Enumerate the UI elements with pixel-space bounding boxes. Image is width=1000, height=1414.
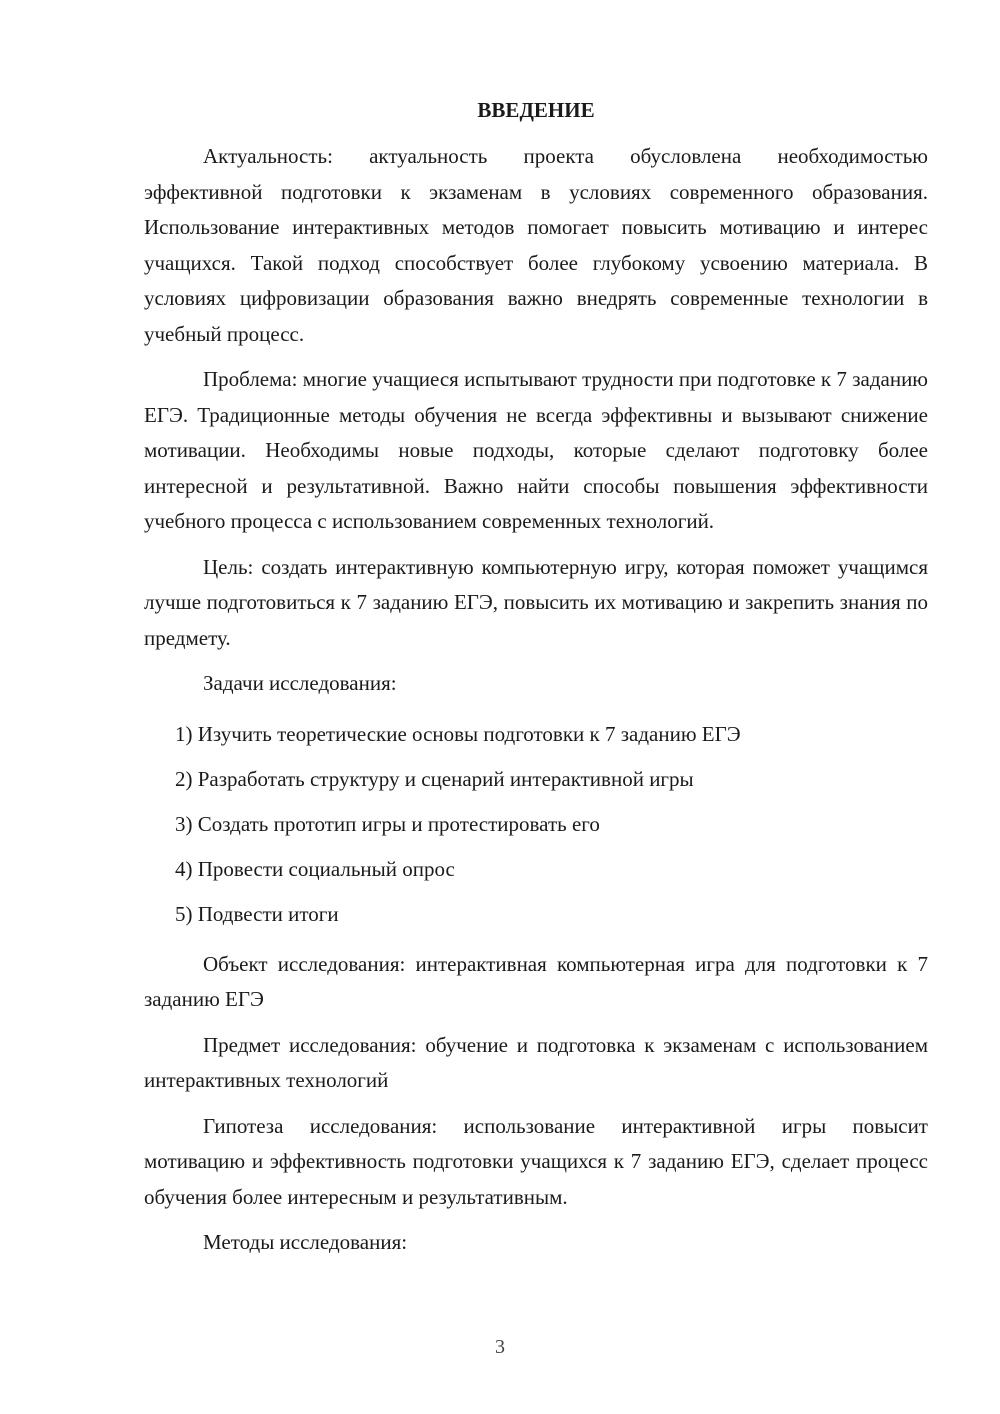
section-heading: ВВЕДЕНИЕ — [477, 98, 595, 122]
paragraph-problem: Проблема: многие учащиеся испытывают трудности при подготовке к 7 заданию ЕГЭ. Традиционные методы обучения не всегда эффективны и вызывают снижение мотивации. Необходимы новые подходы, которые сделают подготовку более интересной и результативной. Важно найти способы повышения эффективности учебного процесса с использованием современных технологий. — [144, 367, 928, 533]
paragraph-goal: Цель: создать интерактивную компьютерную игру, которая поможет учащимся лучше подготовиться к 7 заданию ЕГЭ, повысить их мотивацию и закрепить знания по предмету. — [144, 554, 928, 650]
list-item: 2) Разработать структуру и сценарий интерактивной игры — [175, 766, 694, 791]
list-item: 5) Подвести итоги — [175, 901, 339, 926]
list-item: 4) Провести социальный опрос — [175, 856, 455, 881]
list-item: 1) Изучить теоретические основы подготовки к 7 заданию ЕГЭ — [175, 721, 741, 746]
paragraph-hypothesis: Гипотеза исследования: использование интерактивной игры повысит мотивацию и эффективность подготовки учащихся к 7 заданию ЕГЭ, сделает процесс обучения более интересным и результативным. — [144, 1113, 928, 1209]
page-number: 3 — [495, 1336, 505, 1358]
tasks-list — [144, 712, 928, 937]
paragraph-relevance: Актуальность: актуальность проекта обусловлена необходимостью эффективной подготовки к экзаменам в условиях современного образования. Использование интерактивных методов помогает повысить мотивацию и интерес учащихся. Такой подход способствует более глубокому усвоению материала. В условиях цифровизации образования важно внедрять современные технологии в учебный процесс. — [144, 144, 928, 346]
paragraph-subject: Предмет исследования: обучение и подготовка к экзаменам с использованием интерактивных технологий — [144, 1032, 928, 1092]
paragraph-object: Объект исследования: интерактивная компьютерная игра для подготовки к 7 заданию ЕГЭ — [144, 951, 928, 1011]
paragraph-methods-title: Методы исследования: — [203, 1230, 408, 1254]
paragraph-tasks-title: Задачи исследования: — [203, 671, 397, 695]
list-item: 3) Создать прототип игры и протестировать его — [175, 811, 600, 836]
document-page — [144, 95, 928, 1271]
